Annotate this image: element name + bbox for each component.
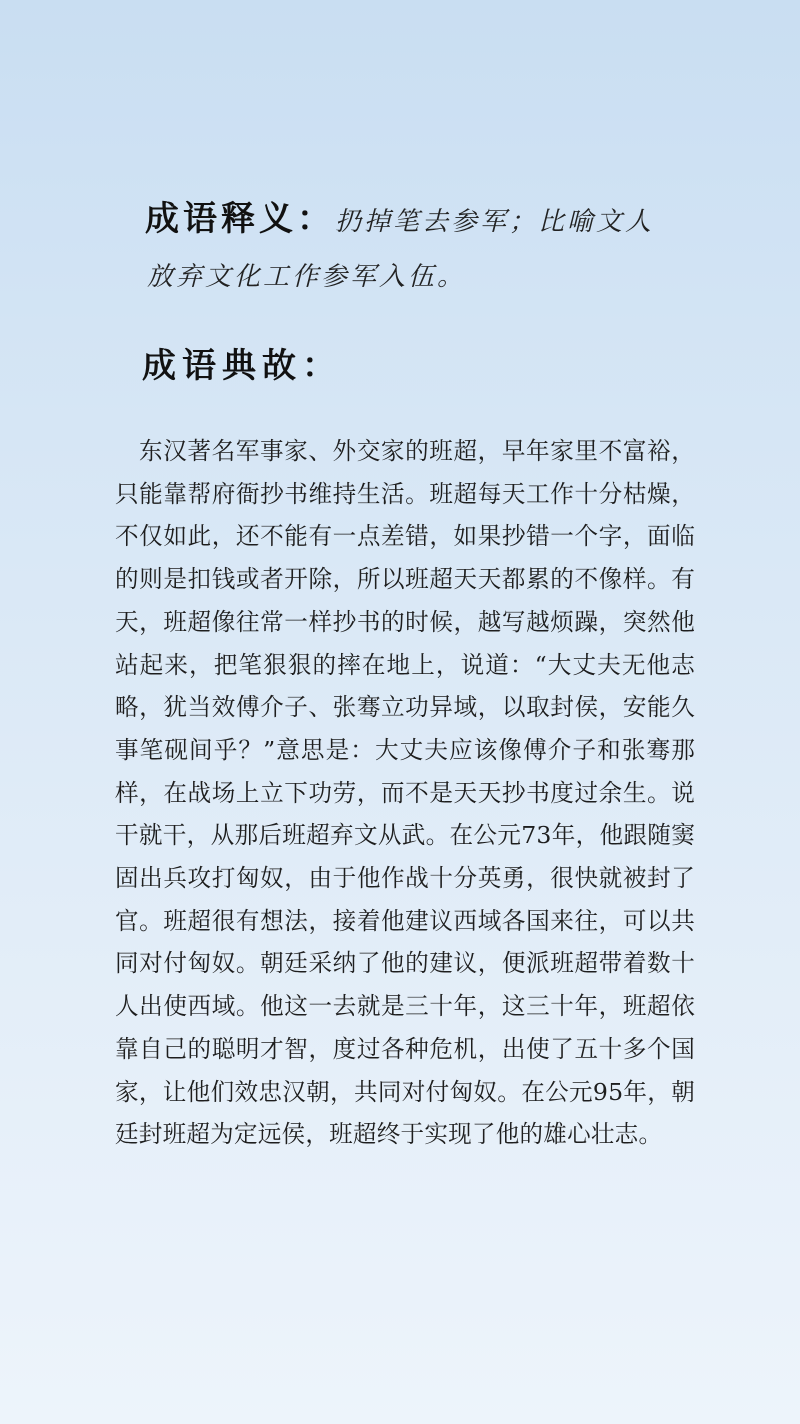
story-title: 成语典故：: [142, 346, 342, 386]
story-body-paragraph: 东汉著名军事家、外交家的班超，早年家里不富裕，只能靠帮府衙抄书维持生活。班超每天工作十分枯燥，不仅如此，还不能有一点差错，如果抄错一个字，面临的则是扣钱或者开除，所以班超天天都累的不像样。有天，班超像往常一样抄书的时候，越写越烦躁，突然他站起来，把笔狠狠的摔在地上，说道：“大丈夫无他志略，犹当效傅介子、张骞立功异域，以取封侯，安能久事笔砚间乎？”意思是：大丈夫应该像傅介子和张骞那样，在战场上立下功劳，而不是天天抄书度过余生。说干就干，从那后班超弃文从武。在公元73年，他跟随窦固出兵攻打匈奴，由于他作战十分英勇，很快就被封了官。班超很有想法，接着他建议西域各国来往，可以共同对付匈奴。朝廷采纳了他的建议，便派班超带着数十人出使西域。他这一去就是三十年，这三十年，班超依靠自己的聪明才智，度过各种危机，出使了五十多个国家，让他们效忠汉朝，共同对付匈奴。在公元95年，朝廷封班超为定远侯，班超终于实现了他的雄心壮志。: [115, 437, 695, 1149]
idiom-meaning-section: [145, 190, 705, 306]
meaning-text-line2: 放弃文化工作参军入伍。: [147, 262, 467, 292]
meaning-second-line: [145, 248, 705, 306]
meaning-label: 成语释义：: [145, 199, 335, 239]
meaning-first-line: [145, 190, 705, 248]
meaning-text-line1: 扔掉笔去参军；比喻文人: [335, 207, 655, 237]
